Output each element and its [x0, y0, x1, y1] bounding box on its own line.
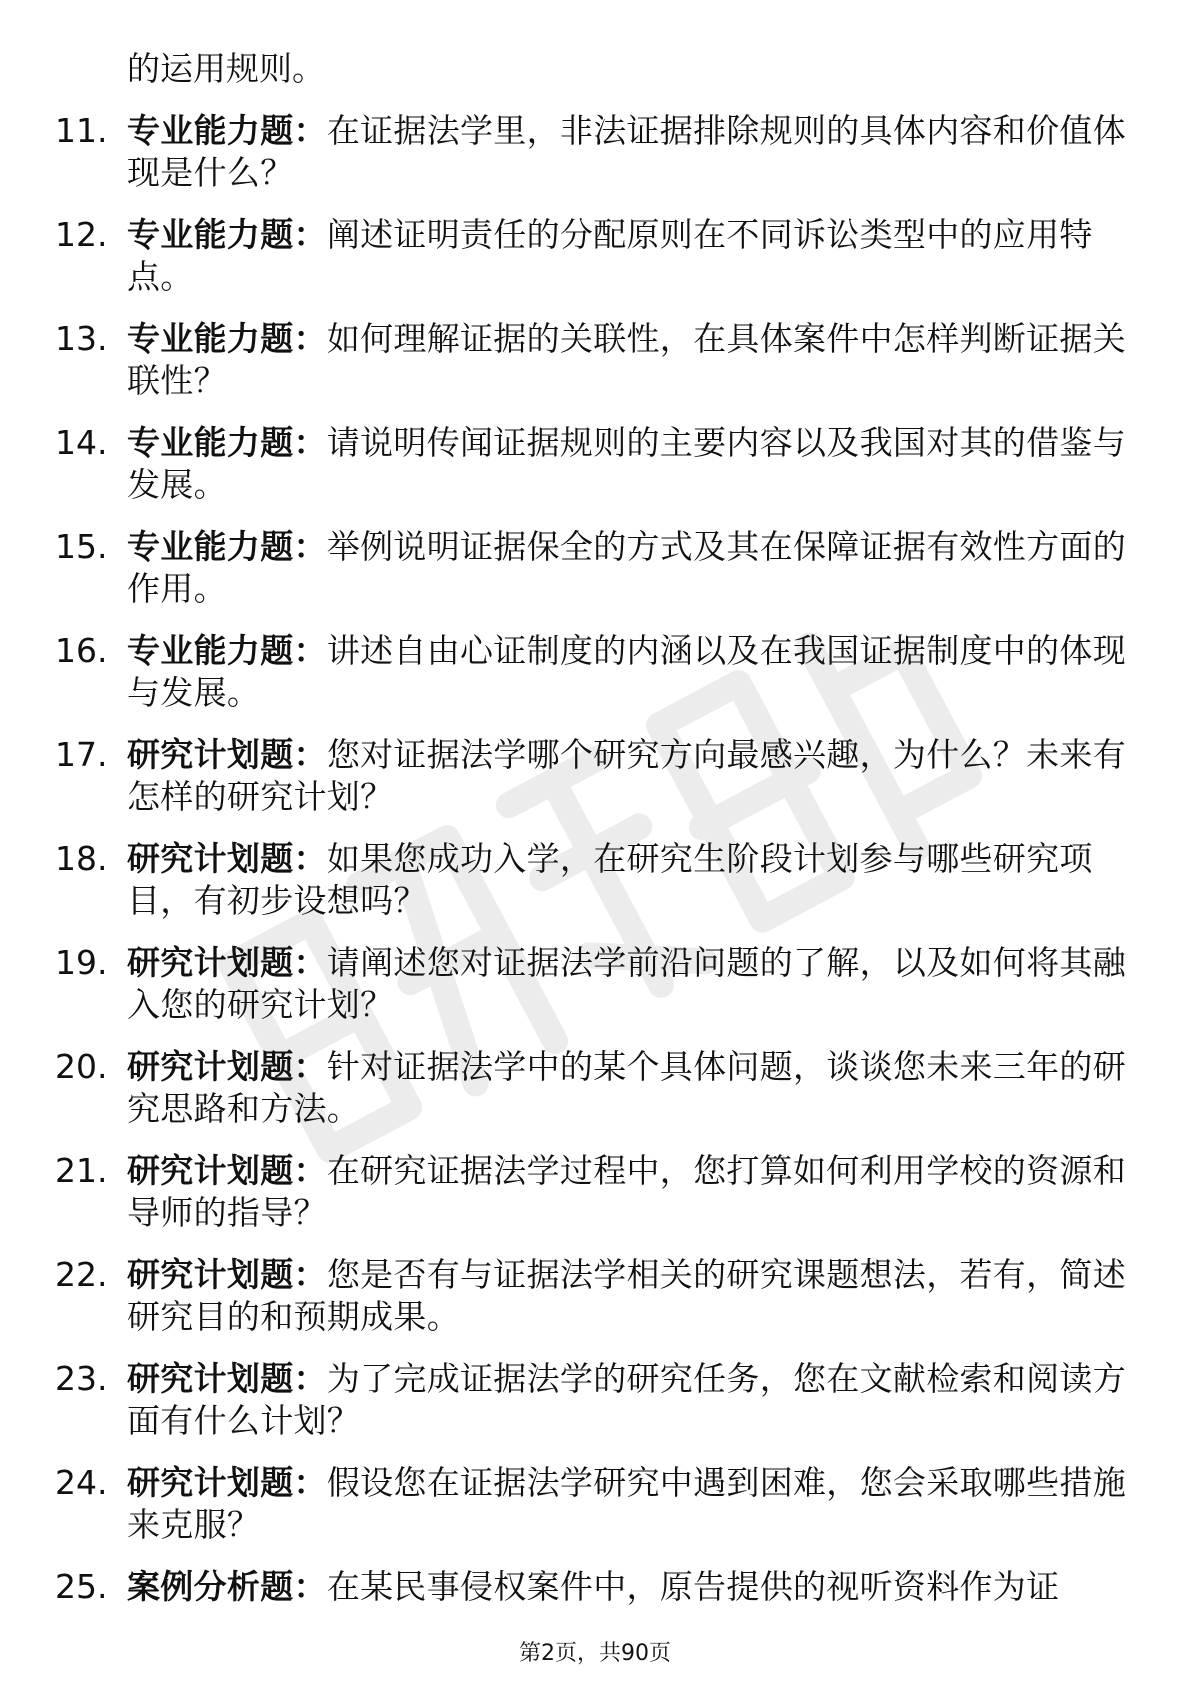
list-item [55, 214, 1145, 298]
item-number: 20. [55, 1047, 108, 1086]
item-category-label: 研究计划题： [127, 1463, 327, 1502]
items-container [55, 110, 1145, 1608]
item-category-label: 研究计划题： [127, 1047, 327, 1086]
item-body [127, 214, 1145, 298]
item-body [127, 526, 1145, 610]
item-body [127, 422, 1145, 506]
item-body [127, 1046, 1145, 1130]
item-number: 18. [55, 839, 108, 878]
list-item [55, 110, 1145, 194]
item-question-text: 在证据法学里，非法证据排除规则的具体内容和价值体现是什么？ [127, 111, 1127, 192]
list-item [55, 1150, 1145, 1234]
item-question-text: 您对证据法学哪个研究方向最感兴趣，为什么？未来有怎样的研究计划？ [127, 735, 1127, 816]
item-question-text: 如果您成功入学，在研究生阶段计划参与哪些研究项目，有初步设想吗？ [127, 839, 1093, 920]
list-item [55, 1046, 1145, 1130]
item-question-text: 在某民事侵权案件中，原告提供的视听资料作为证 [326, 1567, 1060, 1606]
item-category-label: 专业能力题： [127, 527, 327, 566]
item-category-label: 研究计划题： [127, 839, 327, 878]
list-item [55, 630, 1145, 714]
item-number: 15. [55, 527, 108, 566]
item-question-text: 假设您在证据法学研究中遇到困难，您会采取哪些措施来克服？ [127, 1463, 1127, 1544]
item-category-label: 案例分析题： [127, 1567, 327, 1606]
item-question-text: 在研究证据法学过程中，您打算如何利用学校的资源和导师的指导？ [127, 1151, 1127, 1232]
list-item [55, 1254, 1145, 1338]
item-category-label: 专业能力题： [127, 111, 327, 150]
page-footer: 第2页，共90页 [519, 1641, 671, 1666]
item-body [127, 318, 1145, 402]
list-item [55, 734, 1145, 818]
item-number: 14. [55, 423, 108, 462]
item-body [127, 734, 1145, 818]
item-number: 21. [55, 1151, 108, 1190]
list-item [55, 1358, 1145, 1442]
item-question-text: 阐述证明责任的分配原则在不同诉讼类型中的应用特点。 [127, 215, 1093, 296]
item-number: 22. [55, 1255, 108, 1294]
item-category-label: 专业能力题： [127, 319, 327, 358]
list-item [55, 318, 1145, 402]
item-number: 23. [55, 1359, 108, 1398]
item-question-text: 举例说明证据保全的方式及其在保障证据有效性方面的作用。 [127, 527, 1127, 608]
item-body [127, 1462, 1145, 1546]
item-category-label: 专业能力题： [127, 631, 327, 670]
item-number: 19. [55, 943, 108, 982]
list-item [55, 942, 1145, 1026]
list-item [55, 1462, 1145, 1546]
item-number: 16. [55, 631, 108, 670]
item-category-label: 研究计划题： [127, 735, 327, 774]
question-list [55, 48, 1145, 1628]
item-category-label: 研究计划题： [127, 1255, 327, 1294]
item-number: 12. [55, 215, 108, 254]
item-body [127, 942, 1145, 1026]
item-body [127, 110, 1145, 194]
list-item [55, 422, 1145, 506]
item-body [127, 1566, 1145, 1608]
item-body [127, 1254, 1145, 1338]
item-question-text: 讲述自由心证制度的内涵以及在我国证据制度中的体现与发展。 [127, 631, 1127, 712]
item-category-label: 研究计划题： [127, 943, 327, 982]
item-number: 11. [55, 111, 108, 150]
item-body [127, 1358, 1145, 1442]
item-question-text: 针对证据法学中的某个具体问题，谈谈您未来三年的研究思路和方法。 [127, 1047, 1127, 1128]
item-body [127, 630, 1145, 714]
item-number: 17. [55, 735, 108, 774]
item-category-label: 研究计划题： [127, 1151, 327, 1190]
item-body [127, 838, 1145, 922]
item-body [127, 1150, 1145, 1234]
item-question-text: 为了完成证据法学的研究任务，您在文献检索和阅读方面有什么计划？ [127, 1359, 1127, 1440]
item-question-text: 请说明传闻证据规则的主要内容以及我国对其的借鉴与发展。 [127, 423, 1127, 504]
item-category-label: 研究计划题： [127, 1359, 327, 1398]
item-number: 24. [55, 1463, 108, 1502]
item-question-text: 请阐述您对证据法学前沿问题的了解，以及如何将其融入您的研究计划？ [127, 943, 1127, 1024]
item-category-label: 专业能力题： [127, 215, 327, 254]
list-item [55, 526, 1145, 610]
item-number: 13. [55, 319, 108, 358]
item-question-text: 如何理解证据的关联性，在具体案件中怎样判断证据关联性？ [127, 319, 1127, 400]
continuation-text: 的运用规则。 [127, 49, 325, 88]
item-number: 25. [55, 1567, 108, 1606]
list-item [55, 838, 1145, 922]
item-category-label: 专业能力题： [127, 423, 327, 462]
item-question-text: 您是否有与证据法学相关的研究课题想法，若有，简述研究目的和预期成果。 [127, 1255, 1127, 1336]
list-item [55, 1566, 1145, 1608]
